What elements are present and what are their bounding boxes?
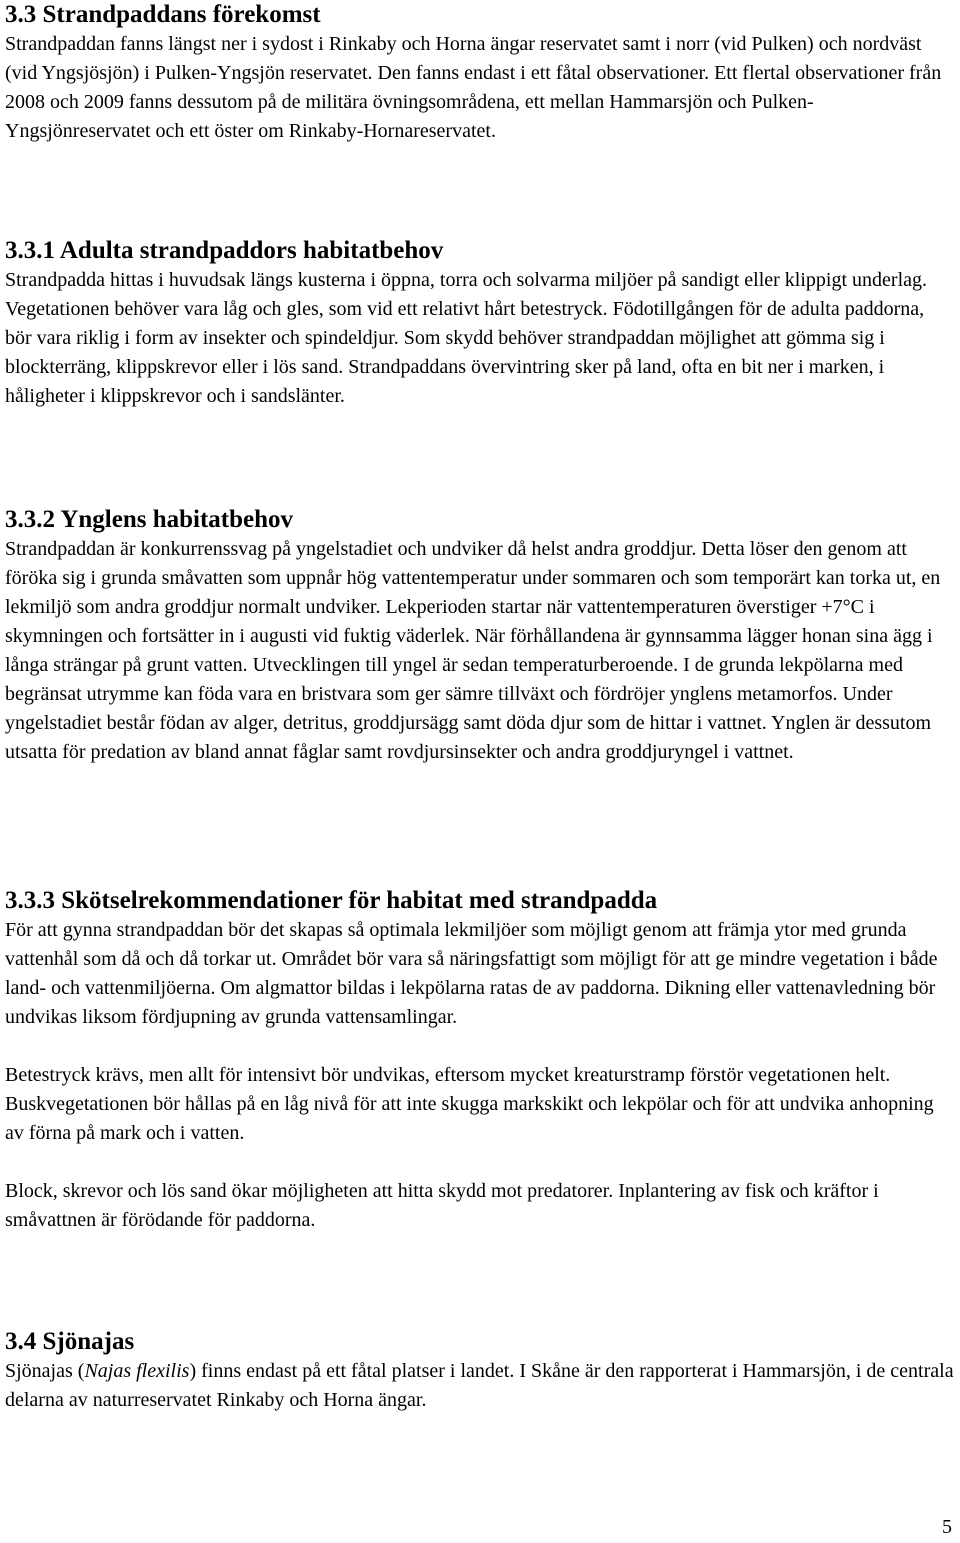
section-paragraph-3-3-3-b: Betestryck krävs, men allt för intensivt bör undvikas, eftersom mycket kreaturstramp förstör vegetationen helt. Buskvegetationen bör hållas på en låg nivå för att inte skugga markskikt och lekpölar och för att undvika anhopning av förna på mark och i vatten. <box>5 1064 934 1144</box>
paragraph-spacer <box>5 1032 955 1061</box>
section-heading-3-3-1: 3.3.1 Adulta strandpaddors habitatbehov <box>5 237 444 264</box>
section-3-3-2 <box>5 505 955 767</box>
section-paragraph-3-3-3-c: Block, skrevor och lös sand ökar möjligheten att hitta skydd mot predatorer. Inplantering av fisk och kräftor i småvattnen är förödande för paddorna. <box>5 1180 879 1231</box>
section-paragraph-3-3-1: Strandpadda hittas i huvudsak längs kusterna i öppna, torra och solvarma miljöer på sandigt eller klippigt underlag. Vegetationen behöver vara låg och gles, som vid ett relativt hårt betestryck. Födotillgången för de adulta paddorna, bör vara riklig i form av insekter och spindeldjur. Som skydd behöver strandpaddan möjlighet att gömma sig i blockterräng, klippskrevor eller i lös sand. Strandpaddans övervintring sker på land, ofta en bit ner i marken, i håligheter i klippskrevor och i sandslänter. <box>5 269 928 407</box>
section-3-3-1 <box>5 236 955 411</box>
paragraph-text-start: Sjönajas ( <box>5 1360 85 1382</box>
section-paragraph-3-3-2: Strandpaddan är konkurrenssvag på yngelstadiet och undviker då helst andra groddjur. Detta löser den genom att föröka sig i grunda småvatten som uppnår hög vattentemperatur under sommaren och som temporärt kan torka ut, en lekmiljö som andra groddjur normalt undviker. Lekperioden startar när vattentemperaturen överstiger +7°C i skymningen och fortsätter in i augusti vid fuktig väderlek. När förhållandena är gynnsamma lägger honan sina ägg i långa strängar på grunt vatten. Utvecklingen till yngel är sedan temperaturberoende. I de grunda lekpölarna med begränsat utrymme kan föda vara en bristvara som ger sämre tillväxt och fördröjer ynglens metamorfos. Under yngelstadiet består födan av alger, detritus, groddjursägg samt döda djur som de hittar i vattnet. Ynglen är dessutom utsatta för predation av bland annat fåglar samt rovdjursinsekter och andra groddjuryngel i vattnet. <box>5 538 941 763</box>
section-paragraph-3-3: Strandpaddan fanns längst ner i sydost i Rinkaby och Horna ängar reservatet samt i norr (vid Pulken) och nordväst (vid Yngsjösjön) i Pulken-Yngsjön reservatet. Den fanns endast i ett fåtal observationer. Ett flertal observationer från 2008 och 2009 fanns dessutom på de militära övningsområdena, ett mellan Hammarsjön och Pulken-Yngsjönreservatet och ett öster om Rinkaby-Hornareservatet. <box>5 33 942 142</box>
section-heading-3-4: 3.4 Sjönajas <box>5 1328 135 1355</box>
paragraph-text-end: ) finns endast på ett fåtal platser i landet. I Skåne är den rapporterat i Hammarsjön, i de centrala delarna av naturreservatet Rinkaby och Horna ängar. <box>5 1360 954 1411</box>
page-number: 5 <box>942 1516 952 1538</box>
section-3-4 <box>5 1327 955 1415</box>
species-name-italic: Najas flexilis <box>84 1360 190 1382</box>
paragraph-spacer <box>5 1148 955 1177</box>
section-heading-3-3-3: 3.3.3 Skötselrekommendationer för habitat med strandpadda <box>5 887 658 914</box>
section-paragraph-3-4 <box>5 1357 955 1415</box>
section-3-3-3 <box>5 886 955 1235</box>
section-paragraph-3-3-3-a: För att gynna strandpaddan bör det skapas så optimala lekmiljöer som möjligt genom att främja ytor med grunda vattenhål som då och då torkar ut. Området bör vara så näringsfattigt som möjligt för att ge mindre vegetation i både land- och vattenmiljöerna. Om algmattor bildas i lekpölarna ratas de av paddorna. Dikning eller vattenavledning bör undvikas liksom fördjupning av grunda vattensamlingar. <box>5 919 938 1028</box>
section-3-3 <box>5 0 955 146</box>
section-heading-3-3: 3.3 Strandpaddans förekomst <box>5 1 321 28</box>
section-heading-3-3-2: 3.3.2 Ynglens habitatbehov <box>5 506 294 533</box>
